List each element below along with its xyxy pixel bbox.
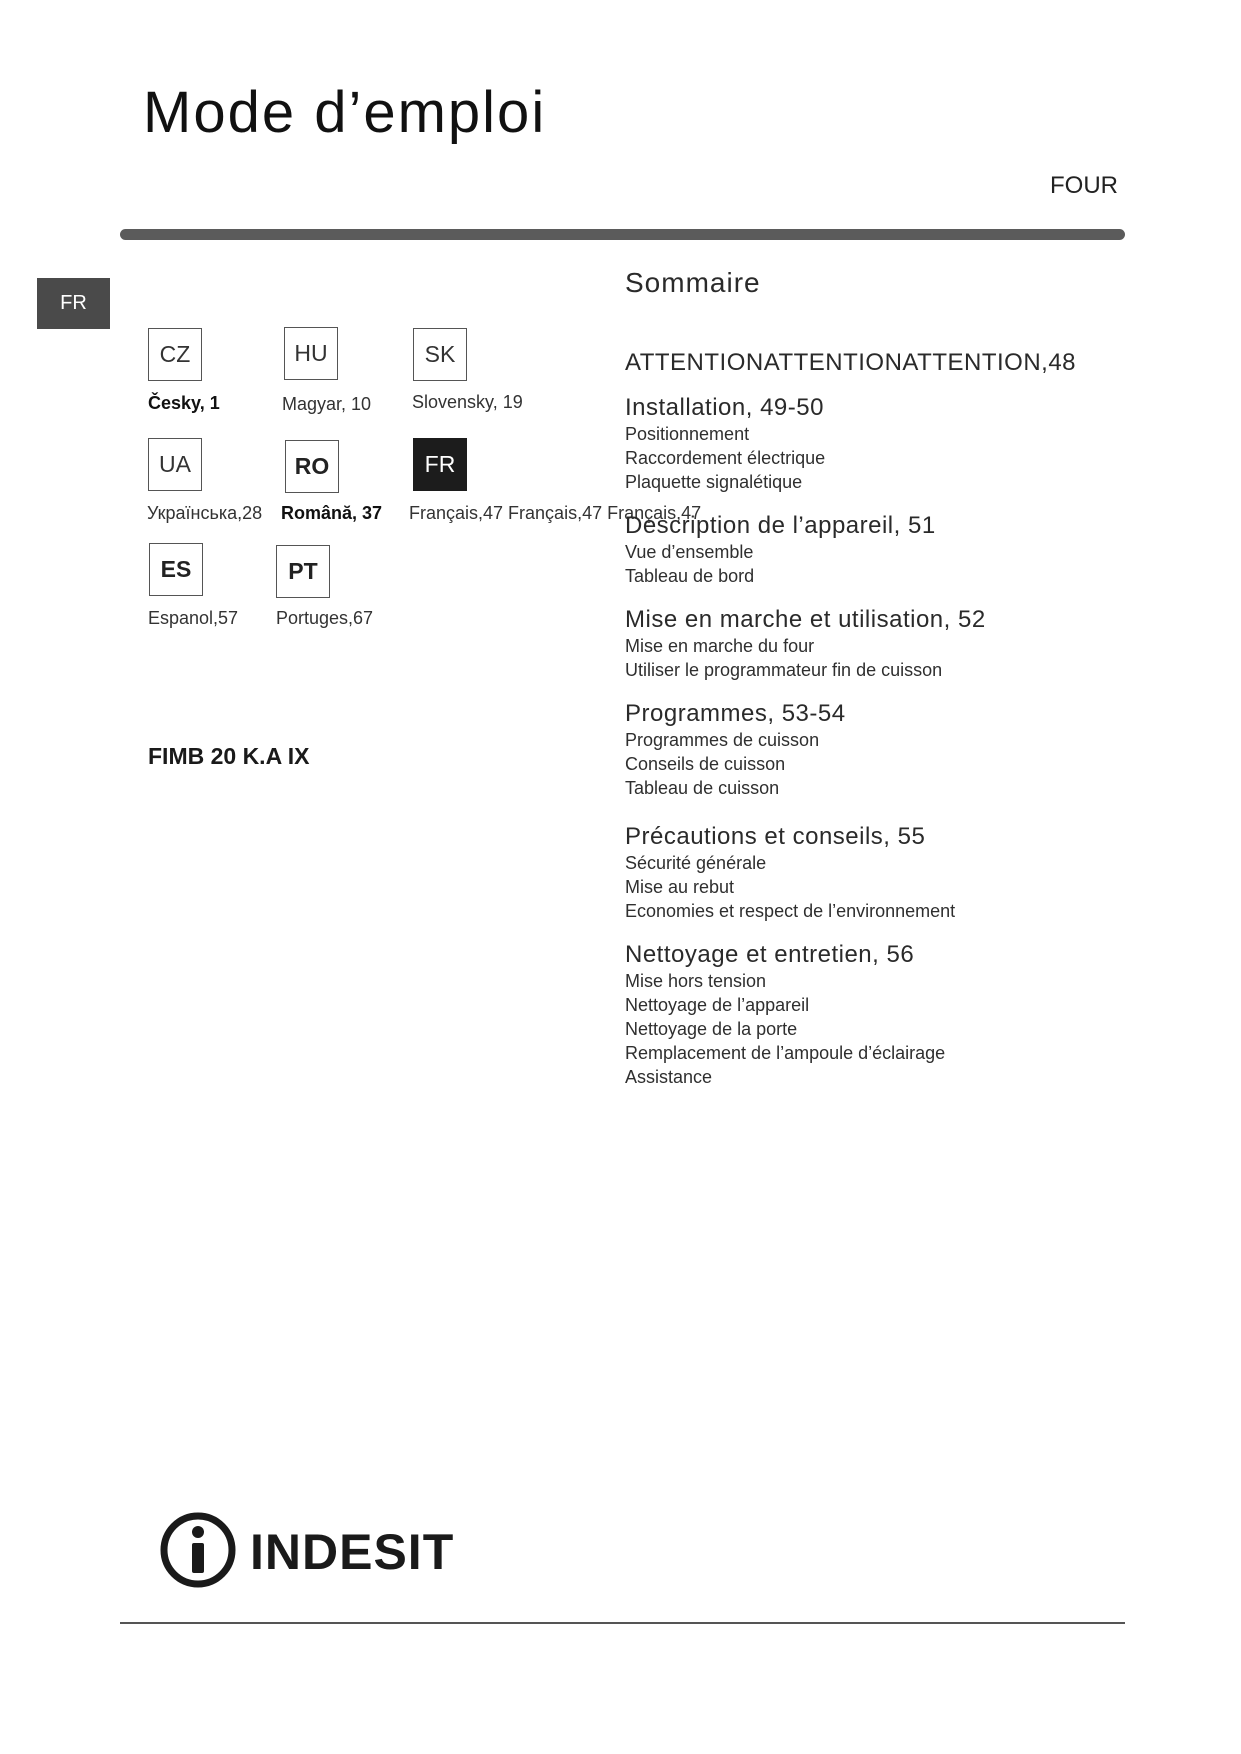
lang-label-fr: Français,47 Français,47 Français,47 xyxy=(409,503,702,523)
product-category: FOUR xyxy=(1050,172,1118,199)
toc-section-title: ATTENTIONATTENTIONATTENTION,48 xyxy=(625,349,1077,376)
toc-section-title: Précautions et conseils, 55 xyxy=(625,823,926,850)
toc-section-title: Installation, 49-50 xyxy=(625,394,824,421)
toc-section-attention xyxy=(625,348,1076,377)
lang-label-pt: Portuges,67 xyxy=(276,608,374,628)
lang-label-hu: Magyar, 10 xyxy=(282,394,372,414)
toc-section-title: Nettoyage et entretien, 56 xyxy=(625,941,915,968)
toc-item: Mise en marche du four xyxy=(625,636,815,656)
lang-box-fr: FR xyxy=(413,438,467,491)
lang-box-ua: UA xyxy=(148,438,202,491)
toc-item: Conseils de cuisson xyxy=(625,754,786,774)
indesit-i-logo-icon xyxy=(158,1510,238,1595)
brand-logo xyxy=(158,1512,454,1592)
lang-label-sk: Slovensky, 19 xyxy=(412,392,523,412)
toc-section-nettoyage xyxy=(625,940,945,1089)
toc-section-title: Mise en marche et utilisation, 52 xyxy=(625,606,986,633)
toc-item: Mise hors tension xyxy=(625,971,767,991)
toc-section-title: Programmes, 53-54 xyxy=(625,700,846,727)
toc-section-description xyxy=(625,511,936,588)
toc-item: Sécurité générale xyxy=(625,853,767,873)
lang-box-pt: PT xyxy=(276,545,330,598)
toc-item: Mise au rebut xyxy=(625,877,735,897)
toc-item: Remplacement de l’ampoule d’éclairage xyxy=(625,1043,946,1063)
brand-logo-text: INDESIT xyxy=(250,1524,455,1580)
page-title: Mode d’emploi xyxy=(143,80,547,145)
lang-box-cz: CZ xyxy=(148,328,202,381)
toc-item: Economies et respect de l’environnement xyxy=(625,901,956,921)
table-of-contents xyxy=(625,267,1145,1087)
lang-label-es: Espanol,57 xyxy=(148,608,239,628)
side-language-tab: FR xyxy=(37,278,110,329)
footer-divider xyxy=(120,1622,1125,1624)
lang-label-ro: Română, 37 xyxy=(281,503,383,523)
toc-item: Plaquette signalétique xyxy=(625,472,803,492)
toc-item: Raccordement électrique xyxy=(625,448,826,468)
toc-section-installation xyxy=(625,393,825,494)
lang-box-hu: HU xyxy=(284,327,338,380)
toc-item: Vue d’ensemble xyxy=(625,542,754,562)
toc-item: Assistance xyxy=(625,1067,713,1087)
toc-item: Nettoyage de l’appareil xyxy=(625,995,810,1015)
lang-box-ro: RO xyxy=(285,440,339,493)
toc-item: Tableau de cuisson xyxy=(625,778,780,798)
model-number: FIMB 20 K.A IX xyxy=(148,743,310,769)
lang-label-cz: Česky, 1 xyxy=(148,393,220,413)
header-divider xyxy=(120,229,1125,240)
toc-item: Nettoyage de la porte xyxy=(625,1019,798,1039)
toc-section-title: Description de l’appareil, 51 xyxy=(625,512,936,539)
toc-item: Utiliser le programmateur fin de cuisson xyxy=(625,660,943,680)
lang-box-sk: SK xyxy=(413,328,467,381)
toc-item: Positionnement xyxy=(625,424,750,444)
toc-section-mise-en-marche xyxy=(625,605,986,682)
toc-heading: Sommaire xyxy=(625,267,761,298)
toc-item: Programmes de cuisson xyxy=(625,730,820,750)
lang-label-ua: Українська,28 xyxy=(147,503,263,523)
toc-item: Tableau de bord xyxy=(625,566,755,586)
lang-box-es: ES xyxy=(149,543,203,596)
toc-section-precautions xyxy=(625,822,955,923)
toc-section-programmes xyxy=(625,699,846,800)
